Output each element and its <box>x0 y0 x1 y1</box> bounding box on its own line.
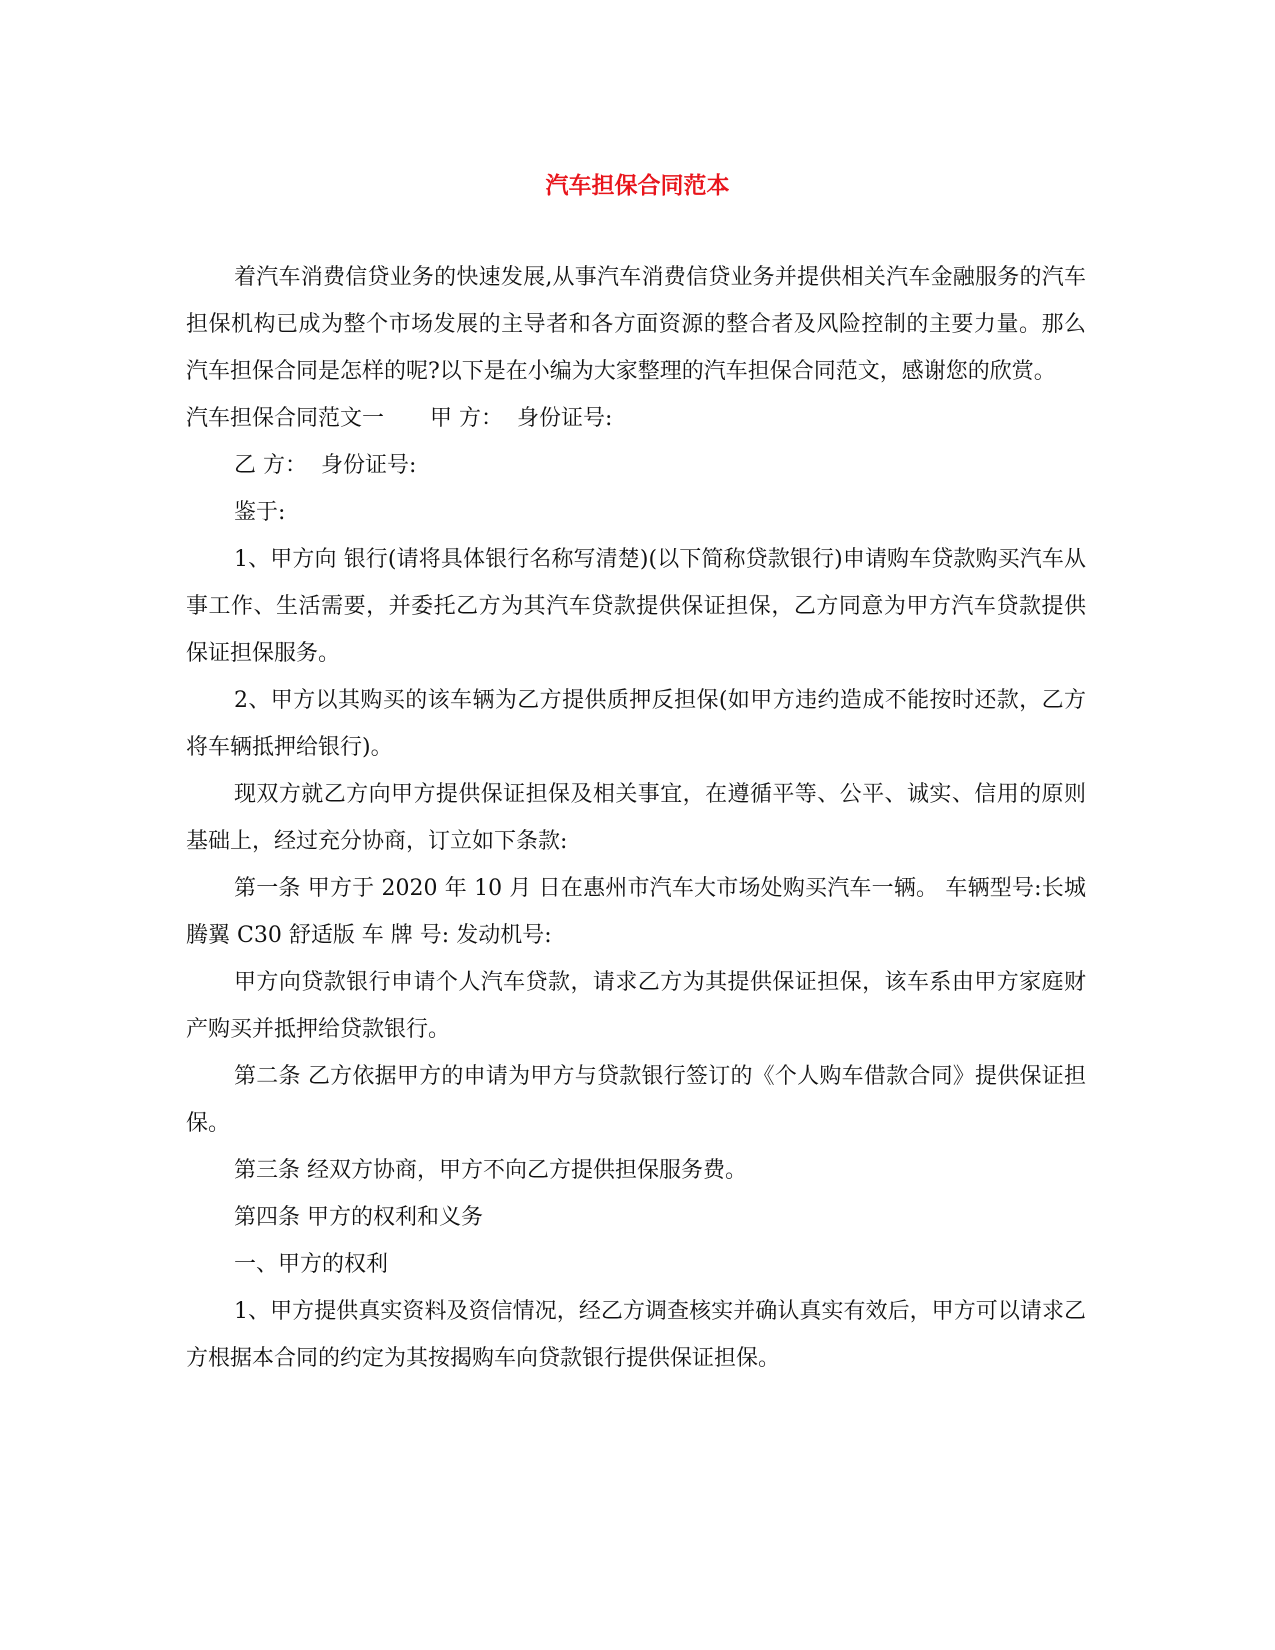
intro-paragraph: 着汽车消费信贷业务的快速发展,从事汽车消费信贷业务并提供相关汽车金融服务的汽车担保机构已成为整个市场发展的主导者和各方面资源的整合者及风险控制的主要力量。那么汽车担保合同是怎样的呢?以下是在小编为大家整理的汽车担保合同范文，感谢您的欣赏。 <box>186 265 1086 384</box>
party-b-id-label: 身份证号: <box>321 453 417 478</box>
party-a-label: 甲 方： <box>430 406 504 431</box>
article-1: 第一条 甲方于 2020 年 10 月 日在惠州市汽车大市场处购买汽车一辆。 车辆型号:长城腾翼 C30 舒适版 车 牌 号: 发动机号: <box>186 876 1086 948</box>
article-2: 第二条 乙方依据甲方的申请为甲方与贷款银行签订的《个人购车借款合同》提供保证担保。 <box>186 1064 1086 1136</box>
party-a-id-label: 身份证号: <box>517 406 613 431</box>
whereas-line: 鉴于: <box>234 500 286 525</box>
article-3: 第三条 经双方协商，甲方不向乙方提供担保服务费。 <box>234 1158 747 1183</box>
party-b-label: 乙 方： <box>234 453 307 478</box>
party-a-line <box>186 395 1086 442</box>
recital-1: 1、甲方向 银行(请将具体银行名称写清楚)(以下简称贷款银行)申请购车贷款购买汽车从事工作、生活需要，并委托乙方为其汽车贷款提供保证担保，乙方同意为甲方汽车贷款提供保证担保服务。 <box>186 547 1086 666</box>
right-1: 1、甲方提供真实资料及资信情况，经乙方调查核实并确认真实有效后，甲方可以请求乙方根据本合同的约定为其按揭购车向贷款银行提供保证担保。 <box>186 1299 1086 1371</box>
party-b-line <box>186 442 1086 489</box>
document-body <box>186 254 1086 1382</box>
document-title: 汽车担保合同范本 <box>545 172 730 199</box>
section-1-heading: 一、甲方的权利 <box>234 1252 389 1277</box>
article-4: 第四条 甲方的权利和义务 <box>234 1205 483 1230</box>
recital-2: 2、甲方以其购买的该车辆为乙方提供质押反担保(如甲方违约造成不能按时还款，乙方将车辆抵押给银行)。 <box>186 688 1086 760</box>
sample-heading: 汽车担保合同范文一 <box>186 406 385 431</box>
agreement-paragraph: 现双方就乙方向甲方提供保证担保及相关事宜，在遵循平等、公平、诚实、信用的原则基础上，经过充分协商，订立如下条款: <box>186 782 1086 854</box>
article-1-continued: 甲方向贷款银行申请个人汽车贷款，请求乙方为其提供保证担保，该车系由甲方家庭财产购买并抵押给贷款银行。 <box>186 970 1086 1042</box>
